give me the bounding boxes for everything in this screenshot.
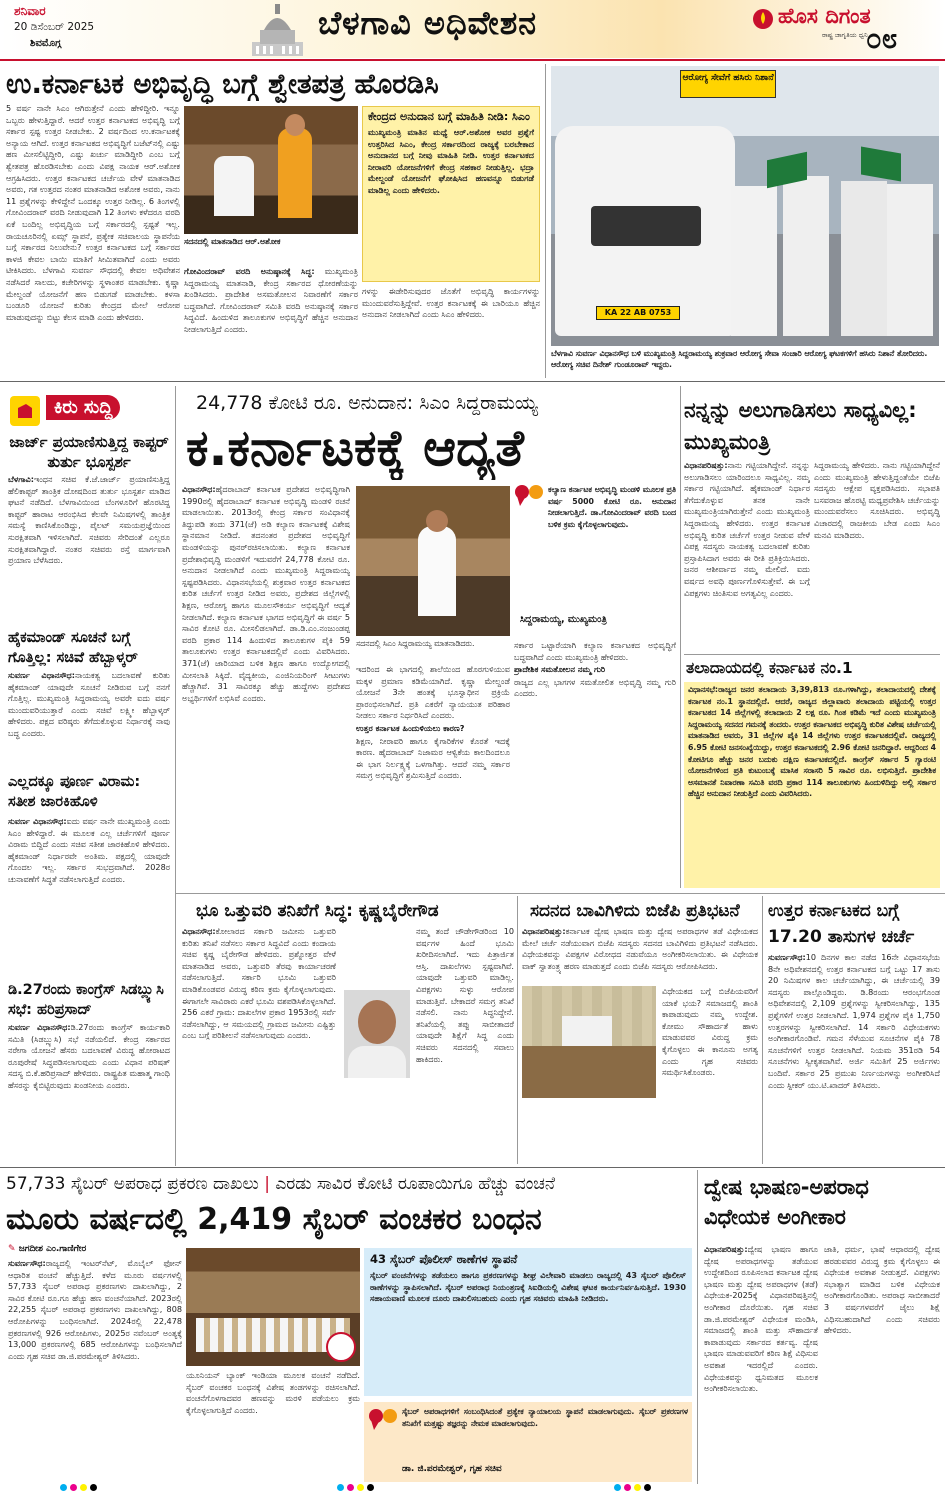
s1-box-title: ಕೇಂದ್ರದ ಅನುದಾನ ಬಗ್ಗೆ ಮಾಹಿತಿ ನೀಡಿ: ಸಿಎಂ [368, 110, 530, 123]
s8-body: ವಿಧಾನಪರಿಷತ್ತು:ಕರ್ನಾಟಕ ದ್ವೇಷ ಭಾಷಣ ಮತ್ತು ದ್ವೇಷ ಅಪರಾಧಗಳ ತಡೆ ವಿಧೇಯಕದ ಮೇಲೆ ಚರ್ಚೆ ನಡೆಯುವಾಗ ಬಿಜೆಪಿ ಸದಸ್ಯರು ಸದನದ ಬಾವಿಗಿಳಿದು ಪ್ರತಿಭಟನೆ ನಡೆಸಿದರು. ವಿಧೇಯಕವನ್ನು ವಿಪಕ್ಷಗಳ ವಿರೋಧದ ನಡುವೆಯೂ ಅಂಗೀಕರಿಸಲಾಯಿತು. ಈ ವಿಧೇಯಕ ವಾಕ್ ಸ್ವಾತಂತ್ರ್ಯ ಹರಣ ಮಾಡುತ್ತದೆ ಎಂದು ಬಿಜೆಪಿ ಸದಸ್ಯರು ಆರೋಪಿಸಿದರು. [522, 926, 758, 971]
s10-col2: ಯೂನಿಯನ್ ಬ್ಯಾಂಕ್ ಇಂಡಿಯಾ ಮೂಲಕ ವಂಚನೆ ನಡೆದಿದೆ. ಸೈಬರ್ ವಂಚಕರ ಬಂಧನಕ್ಕೆ ವಿಶೇಷ ತಂಡಗಳನ್ನು ರಚಿಸಲಾಗಿದೆ. ವಂಚನೆಗೊಳಗಾದವರ ಹಣವನ್ನು ಮರಳಿ ಪಡೆಯಲು ಕ್ರಮ ಕೈಗೊಳ್ಳಲಾಗುತ್ತಿದೆ ಎಂದರು. [186, 1370, 360, 1415]
s4-subhead: ಉತ್ತರ ಕರ್ನಾಟಕ ಹಿಂದುಳಿಯಲು ಕಾರಣ? [356, 722, 465, 733]
s5-body: ವಿಧಾನಪರಿಷತ್ತು:ನಾನು ಗಟ್ಟಿಯಾಗಿದ್ದೇನೆ. ನನ್ನನ್ನು ಅಲುಗಾಡಿಸಲು ಯಾರಿಂದಲೂ ಸಾಧ್ಯವಿಲ್ಲ. ನಮ್ಮ ಸರ್ಕಾರ ಗಟ್ಟಿಯಾಗಿದೆ. ಹೈಕಮಾಂಡ್ ನಿರ್ಧಾರ ತೆಗೆದುಕೊಳ್ಳುವ ತನಕ ನಾನೇ ಮುಖ್ಯಮಂತ್ರಿಯಾಗಿರುತ್ತೇನೆ ಎಂದು ಮುಖ್ಯಮಂತ್ರಿ ಸಿದ್ದರಾಮಯ್ಯ ಹೇಳಿದರು. ಉತ್ತರ ಕರ್ನಾಟಕ ಅಭಿವೃದ್ಧಿ ಕುರಿತ ಚರ್ಚೆಗೆ ಉತ್ತರ ನೀಡುವ ವೇಳೆ ವಿಪಕ್ಷ ಸದಸ್ಯರು ನಾಯಕತ್ವ ಬದಲಾವಣೆ ಕುರಿತು ಪ್ರಸ್ತಾಪಿಸಿದಾಗ ಅವರು ಈ ರೀತಿ ಪ್ರತಿಕ್ರಿಯಿಸಿದರು. ಜನರ ಆಶೀರ್ವಾದ ನಮ್ಮ ಮೇಲಿದೆ. ಐದು ವರ್ಷದ ಅವಧಿ ಪೂರ್ಣಗೊಳಿಸುತ್ತೇವೆ. ಈ ಬಗ್ಗೆ ವಿಪಕ್ಷಗಳು ಚಿಂತಿಸುವ ಅಗತ್ಯವಿಲ್ಲ ಎಂದರು. [684, 460, 810, 598]
s2-photo [551, 66, 939, 346]
quote-icon [368, 1408, 398, 1432]
vidhana-soudha-icon [250, 2, 305, 58]
s2-number-plate: KA 22 AB 0753 [596, 306, 680, 320]
section-title: ಬೆಳಗಾವಿ ಅಧಿವೇಶನ [318, 4, 538, 42]
s4-col2b-text: ಶಿಕ್ಷಣ, ನೀರಾವರಿ ಹಾಗೂ ಕೈಗಾರಿಕೆಗಳ ಕೊರತೆ ಇದಕ್ಕೆ ಕಾರಣ. ಹೈದರಾಬಾದ್ ನಿಜಾಮರ ಆಳ್ವಿಕೆಯ ಕಾಲದಿಂದಲೂ ಈ ಭಾಗ ನಿರ್ಲಕ್ಷ್ಯಕ್ಕೆ ಒಳಗಾಗಿತ್ತು. ಆದರೆ ನಮ್ಮ ಸರ್ಕಾರ ಸಮಗ್ರ ಅಭಿವೃದ್ಧಿಗೆ ಶ್ರಮಿಸುತ್ತಿದೆ ಎಂದರು. [356, 735, 510, 781]
s4-col3-text: ಸರ್ಕಾರ ಒಟ್ಟಾರೆಯಾಗಿ ಕಲ್ಯಾಣ ಕರ್ನಾಟಕದ ಅಭಿವೃದ್ಧಿಗೆ ಬದ್ಧವಾಗಿದೆ ಎಂದು ಮುಖ್ಯಮಂತ್ರಿ ಹೇಳಿದರು. [514, 640, 676, 662]
registration-marks [60, 1484, 890, 1492]
s1-body [6, 103, 180, 375]
s8-headline: ಸದನದ ಬಾವಿಗಿಳಿದು ಬಿಜೆಪಿ ಪ್ರತಿಭಟನೆ [530, 901, 740, 921]
s9-body: ಸುವರ್ಣಸೌಧ:10 ದಿನಗಳ ಕಾಲ ನಡೆದ 16ನೇ ವಿಧಾನಸಭೆಯ 8ನೇ ಅಧಿವೇಶನದಲ್ಲಿ ಉತ್ತರ ಕರ್ನಾಟಕದ ಬಗ್ಗೆ ಒಟ್ಟು 17 ತಾಸು 20 ನಿಮಿಷಗಳ ಕಾಲ ಚರ್ಚೆಯಾಗಿದ್ದು, ಈ ಚರ್ಚೆಯಲ್ಲಿ 39 ಸದಸ್ಯರು ಪಾಲ್ಗೊಂಡಿದ್ದರು. ಡಿ.8ರಂದು ಆರಂಭಗೊಂಡ ಅಧಿವೇಶನದಲ್ಲಿ 2,109 ಪ್ರಶ್ನೆಗಳನ್ನು ಸ್ವೀಕರಿಸಲಾಗಿದ್ದು, 135 ಪ್ರಶ್ನೆಗಳಿಗೆ ಉತ್ತರ ನೀಡಲಾಗಿದೆ. 1,974 ಪ್ರಶ್ನೆಗಳ ಪೈಕಿ 1,750 ಉತ್ತರಗಳನ್ನು ಸ್ವೀಕರಿಸಲಾಗಿದೆ. 14 ಸರ್ಕಾರಿ ವಿಧೇಯಕಗಳು ಅಂಗೀಕಾರಗೊಂಡಿವೆ. ಗಮನ ಸೆಳೆಯುವ ಸೂಚನೆಗಳ ಪೈಕಿ 78 ಸೂಚನೆಗಳಿಗೆ ಉತ್ತರ ನೀಡಲಾಗಿದೆ. ನಿಯಮ 351ರಡಿ 54 ಸೂಚನೆಗಳು ಸ್ವೀಕೃತವಾಗಿವೆ. ಅರ್ಜಿ ಸಮಿತಿಗೆ 25 ಅರ್ಜಿಗಳು ಬಂದಿವೆ. ಸರ್ಕಾರ 25 ಪ್ರಮುಖ ನಿರ್ಣಯಗಳನ್ನು ಅಂಗೀಕರಿಸಿದೆ ಎಂದು ಸ್ಪೀಕರ್ ಯು.ಟಿ.ಖಾದರ್ ತಿಳಿಸಿದರು. [768, 952, 940, 1090]
s6-headline: ತಲಾದಾಯದಲ್ಲಿ ಕರ್ನಾಟಕ ನಂ.1 [686, 659, 853, 677]
s4-quote [514, 484, 676, 634]
s10-kicker-left: 57,733 ಸೈಬರ್ ಅಪರಾಧ ಪ್ರಕರಣ ದಾಖಲು [6, 1174, 259, 1194]
masthead-day: ಶನಿವಾರ [14, 4, 46, 18]
s10-quote-text: ಸೈಬರ್ ಅಪರಾಧಗಳಿಗೆ ಸಂಬಂಧಿಸಿದಂತೆ ಪ್ರತ್ಯೇಕ ನ್ಯಾಯಾಲಯ ಸ್ಥಾಪನೆ ಮಾಡಲಾಗುವುದು. ಸೈಬರ್ ಪ್ರಕರಣಗಳ ತನಿಖೆಗೆ ಮತ್ತಷ್ಟು ತಜ್ಞರನ್ನು ನೇಮಕ ಮಾಡಲಾಗುವುದು. [402, 1407, 688, 1428]
s10-kicker-right: ಎರಡು ಸಾವಿರ ಕೋಟಿ ರೂಪಾಯಿಗೂ ಹೆಚ್ಚು ವಂಚನೆ [275, 1174, 556, 1194]
s10-quote-by: ಡಾ. ಜಿ.ಪರಮೇಶ್ವರ್, ಗೃಹ ಸಚಿವ [402, 1464, 502, 1474]
s1-box-body: ಮುಖ್ಯಮಂತ್ರಿ ಮಾತಿನ ಮಧ್ಯೆ ಆರ್.ಅಶೋಕ ಅವರ ಪ್ರಶ್ನೆಗೆ ಉತ್ತರಿಸಿದ ಸಿಎಂ, ಕೇಂದ್ರ ಸರ್ಕಾರದಿಂದ ರಾಜ್ಯಕ್ಕೆ ಬರಬೇಕಾದ ಅನುದಾನದ ಬಗ್ಗೆ ನೀವು ಮಾಹಿತಿ ನೀಡಿ. ಉತ್ತರ ಕರ್ನಾಟಕದ ನೀರಾವರಿ ಯೋಜನೆಗಳಿಗೆ ಕೇಂದ್ರ ಸಹಕಾರ ನೀಡುತ್ತಿಲ್ಲ. ಭದ್ರಾ ಮೇಲ್ದಂಡೆ ಯೋಜನೆಗೆ ಘೋಷಿಸಿದ ಹಣವನ್ನೂ ಬಿಡುಗಡೆ ಮಾಡಿಲ್ಲ ಎಂದು ಹೇಳಿದರು. [368, 127, 534, 195]
s9-headline: ಉತ್ತರ ಕರ್ನಾಟಕದ ಬಗ್ಗೆ 17.20 ತಾಸುಗಳ ಚರ್ಚೆ [768, 901, 915, 947]
s3-h4: ಡಿ.27ರಂದು ಕಾಂಗ್ರೆಸ್ ಸಿಡಬ್ಲ್ಯುಸಿ ಸಭೆ: ಹರಿಪ್ರಸಾದ್ [8, 982, 164, 1018]
s4-quote-text: ಕಲ್ಯಾಣ ಕರ್ನಾಟಕ ಅಭಿವೃದ್ಧಿ ಮಂಡಳಿ ಮೂಲಕ ಪ್ರತಿ ವರ್ಷ 5000 ಕೋಟಿ ರೂ. ಅನುದಾನ ನೀಡಲಾಗುತ್ತಿದೆ. ಡಾ.ಗೋವಿಂದರಾವ್ ವರದಿ ಬಂದ ಬಳಿಕ ಕ್ರಮ ಕೈಗೊಳ್ಳಲಾಗುವುದು. [548, 485, 676, 529]
s4-col3 [514, 640, 676, 888]
s3-b4: ಸುವರ್ಣ ವಿಧಾನಸೌಧ:ಡಿ.27ರಂದು ಕಾಂಗ್ರೆಸ್ ಕಾರ್ಯಕಾರಿ ಸಮಿತಿ (ಸಿಡಬ್ಲ್ಯುಸಿ) ಸಭೆ ನಡೆಯಲಿದೆ. ಕೇಂದ್ರ ಸರ್ಕಾರದ ನರೇಗಾ ಯೋಜನೆ ಹೆಸರು ಬದಲಾವಣೆ ವಿರುದ್ಧ ಹೋರಾಟದ ರೂಪುರೇಷೆ ಸಿದ್ಧಪಡಿಸಲಾಗುವುದು ಎಂದು ವಿಧಾನ ಪರಿಷತ್ ಸದಸ್ಯ ಬಿ.ಕೆ.ಹರಿಪ್ರಸಾದ್ ಹೇಳಿದರು. ರಾಷ್ಟ್ರಪಿತ ಮಹಾತ್ಮ ಗಾಂಧಿ ಹೆಸರನ್ನು ಕೈಬಿಟ್ಟಿರುವುದು ಖಂಡನೀಯ ಎಂದರು. [8, 1022, 170, 1090]
s1-col3: ಗಳನ್ನು ಈಡೇರಿಸುವುದರ ಜೊತೆಗೆ ಅಭಿವೃದ್ಧಿ ಕಾರ್ಯಗಳನ್ನು ಮುಂದುವರೆಸುತ್ತಿದ್ದೇವೆ. ಉತ್ತರ ಕರ್ನಾಟಕಕ್ಕೆ ಈ ಬಾರಿಯೂ ಹೆಚ್ಚಿನ ಅನುದಾನ ನೀಡಲಾಗಿದೆ ಎಂದು ಸಿಎಂ ಹೇಳಿದರು. [362, 286, 540, 320]
s11-body: ವಿಧಾನಪರಿಷತ್ತು:ದ್ವೇಷ ಭಾಷಣ ಹಾಗೂ ದ್ವೇಷ ಅಪರಾಧಗಳನ್ನು ತಡೆಯುವ ಉದ್ದೇಶದಿಂದ ರೂಪಿಸಲಾದ ಕರ್ನಾಟಕ ದ್ವೇಷ ಭಾಷಣ ಮತ್ತು ದ್ವೇಷ ಅಪರಾಧಗಳ (ತಡೆ) ವಿಧೇಯಕ-2025ಕ್ಕೆ ವಿಧಾನಪರಿಷತ್ತಿನಲ್ಲಿ ಅಂಗೀಕಾರ ದೊರೆಯಿತು. ಗೃಹ ಸಚಿವ ಡಾ.ಜಿ.ಪರಮೇಶ್ವರ್ ವಿಧೇಯಕ ಮಂಡಿಸಿ, ಸಮಾಜದಲ್ಲಿ ಶಾಂತಿ ಮತ್ತು ಸೌಹಾರ್ದತೆ ಕಾಪಾಡುವುದು ಸರ್ಕಾರದ ಕರ್ತವ್ಯ. ದ್ವೇಷ ಭಾಷಣ ಮಾಡುವವರಿಗೆ ಕಠಿಣ ಶಿಕ್ಷೆ ವಿಧಿಸುವ ಅವಕಾಶ ಇದರಲ್ಲಿದೆ ಎಂದರು. ವಿಧೇಯಕವನ್ನು ಧ್ವನಿಮತದ ಮೂಲಕ ಅಂಗೀಕರಿಸಲಾಯಿತು. [704, 1244, 818, 1394]
rule [517, 896, 518, 1164]
s2-caption: ಬೆಳಗಾವಿ ಸುವರ್ಣ ವಿಧಾನಸೌಧ ಬಳಿ ಮುಖ್ಯಮಂತ್ರಿ ಸಿದ್ದರಾಮಯ್ಯ ಶುಕ್ರವಾರ ಆರೋಗ್ಯ ಸೇವಾ ಸಂಚಾರಿ ಆರೋಗ್ಯ ಘಟಕಗಳಿಗೆ ಹಸಿರು ನಿಶಾನೆ ತೋರಿದರು. ಆರೋಗ್ಯ ಸಚಿವ ದಿನೇಶ್ ಗುಂಡೂರಾವ್ ಇದ್ದರು. [551, 349, 928, 369]
masthead [0, 0, 945, 58]
paper-tagline: ರಾಷ್ಟ್ರ ಜಾಗೃತಿಯ ಧ್ವನಿ [822, 31, 868, 39]
s3-b3: ಸುವರ್ಣ ವಿಧಾನಸೌಧ:ಐದು ವರ್ಷ ನಾನೇ ಮುಖ್ಯಮಂತ್ರಿ ಎಂದು ಸಿಎಂ ಹೇಳಿದ್ದಾರೆ. ಈ ಮೂಲಕ ಎಲ್ಲ ಚರ್ಚೆಗಳಿಗೆ ಪೂರ್ಣ ವಿರಾಮ ಬಿದ್ದಿದೆ ಎಂದು ಸಚಿವ ಸತೀಶ ಜಾರಕಿಹೊಳಿ ಹೇಳಿದರು. ಹೈಕಮಾಂಡ್ ನಿರ್ಧಾರವೇ ಅಂತಿಮ. ಪಕ್ಷದಲ್ಲಿ ಯಾವುದೇ ಗೊಂದಲ ಇಲ್ಲ. ಸರ್ಕಾರ ಸುಭದ್ರವಾಗಿದೆ. 2028ರ ಚುನಾವಣೆಗೆ ಸಿದ್ಧತೆ ನಡೆಸಲಾಗುತ್ತಿದೆ ಎಂದರು. [8, 816, 170, 884]
s2-label: ಆರೋಗ್ಯ ಸೇವೆಗೆ ಹಸಿರು ನಿಶಾನೆ [680, 70, 776, 98]
rule [175, 386, 176, 1166]
rule [0, 381, 945, 382]
s1-col2 [184, 266, 358, 376]
s3-b1: ಬೆಳಗಾವಿ:ಇಂಧನ ಸಚಿವ ಕೆ.ಜೆ.ಜಾರ್ಜ್ ಪ್ರಯಾಣಿಸುತ್ತಿದ್ದ ಹೆಲಿಕಾಪ್ಟರ್ ತಾಂತ್ರಿಕ ದೋಷದಿಂದ ತುರ್ತು ಭೂಸ್ಪರ್ಶ ಮಾಡಿದ ಘಟನೆ ನಡೆದಿದೆ. ಬೆಳಗಾವಿಯಿಂದ ಬೆಂಗಳೂರಿಗೆ ಹೊರಟಿದ್ದ ಕಾಪ್ಟರ್ ಹಾರಾಟ ಆರಂಭಿಸಿದ ಕೆಲವೇ ನಿಮಿಷಗಳಲ್ಲಿ ತಾಂತ್ರಿಕ ಸಮಸ್ಯೆ ಕಾಣಿಸಿಕೊಂಡಿದ್ದು, ಪೈಲಟ್ ಸಮಯಪ್ರಜ್ಞೆಯಿಂದ ಸುರಕ್ಷಿತವಾಗಿ ಇಳಿಸಲಾಗಿದೆ. ಸಚಿವರು ಸೇರಿದಂತೆ ಎಲ್ಲರೂ ಸುರಕ್ಷಿತವಾಗಿದ್ದಾರೆ. ನಂತರ ಸಚಿವರು ರಸ್ತೆ ಮಾರ್ಗವಾಗಿ ಪ್ರಯಾಣ ಬೆಳೆಸಿದರು. [8, 474, 170, 566]
masthead-rule [0, 59, 945, 61]
s7-photo [344, 990, 410, 1078]
s1-photo [184, 106, 358, 234]
s4-kicker: 24,778 ಕೋಟಿ ರೂ. ಅನುದಾನ: ಸಿಎಂ ಸಿದ್ದರಾಮಯ್ಯ [196, 392, 538, 414]
s4-col2-text: ಇದರಿಂದ ಈ ಭಾಗದಲ್ಲಿ ಶಾಲೆಯಿಂದ ಹೊರಗುಳಿಯುವ ಮಕ್ಕಳ ಪ್ರಮಾಣ ಕಡಿಮೆಯಾಗಿದೆ. ಕೃಷ್ಣಾ ಮೇಲ್ದಂಡೆ ಯೋಜನೆ 3ನೇ ಹಂತಕ್ಕೆ ಭೂಸ್ವಾಧೀನ ಪ್ರಕ್ರಿಯೆ ಪ್ರಾರಂಭಿಸಲಾಗಿದೆ. ಪ್ರತಿ ಎಕರೆಗೆ ನ್ಯಾಯಯುತ ಪರಿಹಾರ ನೀಡಲು ಸರ್ಕಾರ ನಿರ್ಧರಿಸಿದೆ ಎಂದರು. [356, 664, 510, 721]
s1-photo-caption: ಸದನದಲ್ಲಿ ಮಾತನಾಡಿದ ಆರ್.ಅಶೋಕ [184, 237, 281, 246]
s1-col2-dateline: ಗೋವಿಂದರಾವ್ ವರದಿ ಅನುಷ್ಠಾನಕ್ಕೆ ಸಿದ್ಧ: [184, 266, 315, 276]
rule [545, 64, 546, 378]
s4-col3b-text: ರಾಜ್ಯದ ಎಲ್ಲ ಭಾಗಗಳ ಸಮತೋಲಿತ ಅಭಿವೃದ್ಧಿ ನಮ್ಮ ಗುರಿ ಎಂದರು. [514, 676, 676, 699]
paper-name: ಹೊಸ ದಿಗಂತ [778, 4, 871, 28]
s11-headline: ದ್ವೇಷ ಭಾಷಣ-ಅಪರಾಧ ವಿಧೇಯಕ ಅಂಗೀಕಾರ [704, 1175, 869, 1229]
rule [680, 386, 681, 888]
finger-icon [8, 394, 42, 428]
paper-logo [752, 4, 940, 50]
quote-icon [514, 484, 544, 508]
s6-body: ವಿಧಾನಸಭೆ:ರಾಜ್ಯದ ಜನರ ತಲಾದಾಯ 3,39,813 ರೂ.ಗಳಾಗಿದ್ದು, ತಲಾದಾಯದಲ್ಲಿ ದೇಶಕ್ಕೆ ಕರ್ನಾಟಕ ನಂ.1 ಸ್ಥಾನದಲ್ಲಿದೆ. ಆದರೆ, ರಾಜ್ಯದ ಜಿಲ್ಲಾವಾರು ತಲಾದಾಯ ಪಟ್ಟಿಯಲ್ಲಿ ಉತ್ತರ ಕರ್ನಾಟಕದ 14 ಜಿಲ್ಲೆಗಳಲ್ಲಿ ತಲಾದಾಯ 2 ಲಕ್ಷ ರೂ. ಗಿಂತ ಕಡಿಮೆ ಇದೆ ಎಂದು ಮುಖ್ಯಮಂತ್ರಿ ಸಿದ್ದರಾಮಯ್ಯ ಸದನದ ಗಮನಕ್ಕೆ ತಂದರು. ಉತ್ತರ ಕರ್ನಾಟಕದ ಅಭಿವೃದ್ಧಿ ಕುರಿತ ವಿಶೇಷ ಚರ್ಚೆಯಲ್ಲಿ ಮಾತನಾಡಿದ ಅವರು, 31 ಜಿಲ್ಲೆಗಳ ಪೈಕಿ 14 ಜಿಲ್ಲೆಗಳು ಉತ್ತರ ಕರ್ನಾಟಕದಲ್ಲಿವೆ. ರಾಜ್ಯದಲ್ಲಿ 6.95 ಕೋಟಿ ಜನಸಂಖ್ಯೆಯಿದ್ದು, ಉತ್ತರ ಕರ್ನಾಟಕದಲ್ಲಿ 2.96 ಕೋಟಿ ಜನರಿದ್ದಾರೆ. ಆದ್ದರಿಂದ 4 ಕೋಟಿಗೂ ಹೆಚ್ಚು ಜನರ ಬದುಕು ದಕ್ಷಿಣ ಕರ್ನಾಟಕದಲ್ಲಿದೆ. ಕಾಂಗ್ರೆಸ್ ಸರ್ಕಾರ 5 ಗ್ಯಾರಂಟಿ ಯೋಜನೆಗಳಿಂದ ಪ್ರತಿ ಕುಟುಂಬಕ್ಕೆ ಮಾಸಿಕ ಸರಾಸರಿ 5 ಸಾವಿರ ರೂ. ಲಭಿಸುತ್ತಿದೆ. ಪ್ರಾದೇಶಿಕ ಅಸಮಾನತೆ ನಿವಾರಣಾ ಸಮಿತಿ ವರದಿ ಪ್ರಕಾರ 114 ತಾಲೂಕುಗಳು ಹಿಂದುಳಿದಿದ್ದು ಅಲ್ಲಿ ಸರ್ಕಾರ ಹೆಚ್ಚಿನ ಅನುದಾನ ನೀಡುತ್ತಿದೆ ಎಂದು ವಿವರಿಸಿದರು. [688, 685, 936, 799]
rule [762, 896, 763, 1164]
s10-headline: ಮೂರು ವರ್ಷದಲ್ಲಿ 2,419 ಸೈಬರ್ ವಂಚಕರ ಬಂಧನ [6, 1202, 542, 1237]
s4-headline: ಕ.ಕರ್ನಾಟಕಕ್ಕೆ ಆದ್ಯತೆ [186, 419, 524, 477]
s8-photo [522, 986, 656, 1098]
s10-body: ಸುವರ್ಣಸೌಧ:ರಾಜ್ಯದಲ್ಲಿ ಇಂಟರ್‌ನೆಟ್, ಮೊಬೈಲ್ ಫೋನ್ ಆಧಾರಿತ ವಂಚನೆ ಹೆಚ್ಚುತ್ತಿದೆ. ಕಳೆದ ಮೂರು ವರ್ಷಗಳಲ್ಲಿ 57,733 ಸೈಬರ್ ಅಪರಾಧ ಪ್ರಕರಣಗಳು ದಾಖಲಾಗಿದ್ದು, 2 ಸಾವಿರ ಕೋಟಿ ರೂ.ಗೂ ಹೆಚ್ಚು ಹಣ ವಂಚನೆಯಾಗಿದೆ. 2023ರಲ್ಲಿ 22,255 ಸೈಬರ್ ಅಪರಾಧ ಪ್ರಕರಣಗಳು ದಾಖಲಾಗಿದ್ದು, 808 ಆರೋಪಿಗಳನ್ನು ಬಂಧಿಸಲಾಗಿದೆ. 2024ರಲ್ಲಿ 22,478 ಪ್ರಕರಣಗಳಲ್ಲಿ 926 ಆರೋಪಿಗಳು, 2025ರ ನವೆಂಬರ್ ಅಂತ್ಯಕ್ಕೆ 13,000 ಪ್ರಕರಣಗಳಲ್ಲಿ 685 ಆರೋಪಿಗಳನ್ನು ಬಂಧಿಸಲಾಗಿದೆ ಎಂದು ಗೃಹ ಸಚಿವ ಡಾ.ಜಿ.ಪರಮೇಶ್ವರ್ ತಿಳಿಸಿದರು. [8, 1258, 182, 1361]
kiru-text: ಕಿರು ಸುದ್ದಿ [46, 395, 120, 420]
s10-box-body: ಸೈಬರ್ ವಂಚನೆಗಳನ್ನು ತಡೆಯಲು ಹಾಗೂ ಪ್ರಕರಣಗಳನ್ನು ಶೀಘ್ರ ವಿಲೇವಾರಿ ಮಾಡಲು ರಾಜ್ಯದಲ್ಲಿ 43 ಸೈಬರ್ ಪೊಲೀಸ್ ಠಾಣೆಗಳನ್ನು ಸ್ಥಾಪಿಸಲಾಗಿದೆ. ಸೈಬರ್ ಅಪರಾಧ ನಿಯಂತ್ರಣಕ್ಕೆ ಸಿಐಡಿಯಲ್ಲಿ ವಿಶೇಷ ಘಟಕ ಕಾರ್ಯನಿರ್ವಹಿಸುತ್ತಿದೆ. 1930 ಸಹಾಯವಾಣಿ ಮೂಲಕ ದೂರು ದಾಖಲಿಸಬಹುದು ಎಂದು ಗೃಹ ಸಚಿವರು ಮಾಹಿತಿ ನೀಡಿದರು. [370, 1270, 686, 1304]
s4-col2 [356, 664, 510, 888]
s4-photo [356, 486, 510, 636]
s4-quote-by: ಸಿದ್ದರಾಮಯ್ಯ, ಮುಖ್ಯಮಂತ್ರಿ [520, 614, 607, 625]
rule [0, 1167, 945, 1168]
s10-box-title: 43 ಸೈಬರ್ ಪೊಲೀಸ್ ಠಾಣೆಗಳ ಸ್ಥಾಪನೆ [370, 1252, 518, 1266]
s1-headline: ಉ.ಕರ್ನಾಟಕ ಅಭಿವೃದ್ಧಿ ಬಗ್ಗೆ ಶ್ವೇತಪತ್ರ ಹೊರಡಿಸಿ [6, 68, 439, 100]
kiru-label [8, 392, 162, 430]
rule [176, 893, 945, 894]
s1-col2-text: ಮುಖ್ಯಮಂತ್ರಿ ಸಿದ್ದರಾಮಯ್ಯ ಮಾತನಾಡಿ, ಕೇಂದ್ರ ಸರ್ಕಾರದ ಧೋರಣೆಯನ್ನು ಖಂಡಿಸಿದರು. ಪ್ರಾದೇಶಿಕ ಅಸಮತೋಲನ ನಿವಾರಣೆಗೆ ಸರ್ಕಾರ ಬದ್ಧವಾಗಿದೆ. ಗೋವಿಂದರಾವ್ ಸಮಿತಿ ವರದಿ ಅನುಷ್ಠಾನಕ್ಕೆ ಸರ್ಕಾರ ಸಿದ್ಧವಿದೆ. ಹಿಂದುಳಿದ ತಾಲೂಕುಗಳ ಅಭಿವೃದ್ಧಿಗೆ ಹೆಚ್ಚಿನ ಅನುದಾನ ನೀಡಲಾಗುತ್ತಿದೆ ಎಂದರು. [184, 266, 358, 334]
s3-h1: ಜಾರ್ಜ್ ಪ್ರಯಾಣಿಸುತ್ತಿದ್ದ ಕಾಪ್ಟರ್ ತುರ್ತು ಭೂಸ್ಪರ್ಶ [9, 433, 169, 471]
s6-box [684, 682, 940, 888]
s10-quote [364, 1402, 692, 1482]
s7-col2: ನಮ್ಮ ತಂದೆ ಚೌಡೇಗೌಡರಿಂದ 10 ವರ್ಷಗಳ ಹಿಂದೆ ಭೂಮಿ ಖರೀದಿಸಲಾಗಿದೆ. ಇದು ಪಿತ್ರಾರ್ಜಿತ ಆಸ್ತಿ. ದಾಖಲೆಗಳು ಸ್ಪಷ್ಟವಾಗಿವೆ. ಯಾವುದೇ ಒತ್ತುವರಿ ಮಾಡಿಲ್ಲ. ವಿಪಕ್ಷಗಳು ಸುಳ್ಳು ಆರೋಪ ಮಾಡುತ್ತಿವೆ. ಬೇಕಾದರೆ ಸಮಗ್ರ ತನಿಖೆ ನಡೆಸಲಿ. ನಾನು ಸಿದ್ಧನಿದ್ದೇನೆ. ತನಿಖೆಯಲ್ಲಿ ತಪ್ಪು ಸಾಬೀತಾದರೆ ಯಾವುದೇ ಶಿಕ್ಷೆಗೆ ಸಿದ್ಧ ಎಂದು ಸಚಿವರು ಸದನದಲ್ಲಿ ಸವಾಲು ಹಾಕಿದರು. [416, 926, 514, 1064]
s10-byline-text: ಜಗದೀಶ ಎಂ.ಗಾಣಿಗೇರ [18, 1244, 87, 1254]
s8-col2: ವಿಧೇಯಕದ ಬಗ್ಗೆ ಬಿಜೆಪಿಯವರಿಗೆ ಯಾಕೆ ಭಯ? ಸಮಾಜದಲ್ಲಿ ಶಾಂತಿ ಕಾಪಾಡುವುದು ನಮ್ಮ ಉದ್ದೇಶ. ಕೋಮು ಸೌಹಾರ್ದತೆ ಹಾಳು ಮಾಡುವವರ ವಿರುದ್ಧ ಕ್ರಮ ಕೈಗೊಳ್ಳಲು ಈ ಕಾನೂನು ಅಗತ್ಯ ಎಂದು ಗೃಹ ಸಚಿವರು ಸಮರ್ಥಿಸಿಕೊಂಡರು. [662, 986, 758, 1078]
s7-headline: ಭೂ ಒತ್ತುವರಿ ತನಿಖೆಗೆ ಸಿದ್ಧ: ಕೃಷ್ಣಬೈರೇಗೌಡ [196, 901, 439, 921]
s10-byline [8, 1244, 184, 1254]
s5-headline: ನನ್ನನ್ನು ಅಲುಗಾಡಿಸಲು ಸಾಧ್ಯವಿಲ್ಲ: ಮುಖ್ಯಮಂತ್ರಿ [684, 398, 917, 454]
s5-col2: ಸಿದ್ದರಾಮಯ್ಯ ಹೇಳಿದರು. ನಾನು ಗಟ್ಟಿಯಾಗಿದ್ದೇನೆ ಎಂದು ಮುಖ್ಯಮಂತ್ರಿ ಹೇಳುತ್ತಿದ್ದಂತೆಯೇ ಬಿಜೆಪಿ ಸದಸ್ಯರು ಆಕ್ಷೇಪ ವ್ಯಕ್ತಪಡಿಸಿದರು. ಸಭಾಪತಿ ಬಸವರಾಜ ಹೊರಟ್ಟಿ ಮಧ್ಯಪ್ರವೇಶಿಸಿ ಚರ್ಚೆಯನ್ನು ಮುಂದುವರೆಸಲು ಸೂಚಿಸಿದರು. ಅಭಿವೃದ್ಧಿ ವಿಚಾರದಲ್ಲಿ ರಾಜಕೀಯ ಬೇಡ ಎಂದು ಸಿಎಂ ಮನವಿ ಮಾಡಿದರು. [814, 460, 940, 540]
s11-col2: ಜಾತಿ, ಧರ್ಮ, ಭಾಷೆ ಆಧಾರದಲ್ಲಿ ದ್ವೇಷ ಹರಡುವವರ ವಿರುದ್ಧ ಕ್ರಮ ಕೈಗೊಳ್ಳಲು ಈ ವಿಧೇಯಕ ಅವಕಾಶ ನೀಡುತ್ತದೆ. ವಿಪಕ್ಷಗಳು ಸಭಾತ್ಯಾಗ ಮಾಡಿದ ಬಳಿಕ ವಿಧೇಯಕ ಅಂಗೀಕಾರಗೊಂಡಿತು. ಅಪರಾಧ ಸಾಬೀತಾದರೆ 3 ವರ್ಷಗಳವರೆಗೆ ಜೈಲು ಶಿಕ್ಷೆ ವಿಧಿಸಬಹುದಾಗಿದೆ ಎಂದು ಸಚಿವರು ಹೇಳಿದರು. [824, 1244, 940, 1336]
masthead-date: 20 ಡಿಸೆಂಬರ್ 2025 [14, 21, 95, 33]
s1-box [362, 106, 540, 282]
rule [684, 654, 940, 655]
rule [697, 1170, 698, 1484]
s7-body: ವಿಧಾನಸೌಧ:ಕೋಲಾರದ ಸರ್ಕಾರಿ ಜಮೀನು ಒತ್ತುವರಿ ಕುರಿತು ತನಿಖೆ ನಡೆಸಲು ಸರ್ಕಾರ ಸಿದ್ಧವಿದೆ ಎಂದು ಕಂದಾಯ ಸಚಿವ ಕೃಷ್ಣ ಬೈರೇಗೌಡ ಹೇಳಿದರು. ಪ್ರಶ್ನೋತ್ತರ ವೇಳೆ ಮಾತನಾಡಿದ ಅವರು, ಒತ್ತುವರಿ ತೆರವು ಕಾರ್ಯಾಚರಣೆ ನಡೆಸಲಾಗುತ್ತಿದೆ. ಸರ್ಕಾರಿ ಭೂಮಿ ಒತ್ತುವರಿ ಮಾಡಿಕೊಂಡವರ ವಿರುದ್ಧ ಕಠಿಣ ಕ್ರಮ ಕೈಗೊಳ್ಳಲಾಗುವುದು. ಈಗಾಗಲೇ ಸಾವಿರಾರು ಎಕರೆ ಭೂಮಿ ವಶಪಡಿಸಿಕೊಳ್ಳಲಾಗಿದೆ. 256 ಎಕರೆ ಗ್ರಾಮ: ದಾಖಲೆಗಳ ಪ್ರಕಾರ 1953ರಲ್ಲಿ ಸರ್ವೆ ನಡೆಸಲಾಗಿದ್ದು, ಆ ಸಮಯದಲ್ಲಿ ಗ್ರಾಮದ ಜಮೀನು ಎಷ್ಟಿತ್ತು ಎಂಬ ಬಗ್ಗೆ ಪರಿಶೀಲನೆ ನಡೆಸಲಾಗುವುದು ಎಂದರು. [182, 926, 336, 1041]
lamp-icon [752, 8, 774, 30]
page-number: ೦೮ [866, 22, 898, 55]
s3-h3: ಎಲ್ಲದಕ್ಕೂ ಪೂರ್ಣ ವಿರಾಮ: ಸತೀಶ ಜಾರಕಿಹೊಳಿ [8, 774, 141, 810]
pen-icon: ✎ [8, 1244, 19, 1254]
masthead-city: ಶಿವಮೊಗ್ಗ [30, 38, 62, 49]
s4-body: ವಿಧಾನಸೌಧ:ಹೈದರಾಬಾದ್ ಕರ್ನಾಟಕ ಪ್ರದೇಶದ ಅಭಿವೃದ್ಧಿಗಾಗಿ 1990ರಲ್ಲಿ ಹೈದರಾಬಾದ್ ಕರ್ನಾಟಕ ಅಭಿವೃದ್ಧಿ ಮಂಡಳಿ ರಚನೆ ಮಾಡಲಾಯಿತು. 2013ರಲ್ಲಿ ಕೇಂದ್ರ ಸರ್ಕಾರ ಸಂವಿಧಾನಕ್ಕೆ ತಿದ್ದುಪಡಿ ತಂದು 371(ಜೆ) ಅಡಿ ಕಲ್ಯಾಣ ಕರ್ನಾಟಕಕ್ಕೆ ವಿಶೇಷ ಸ್ಥಾನಮಾನ ನೀಡಿದೆ. ತದನಂತರ ಪ್ರದೇಶದ ಅಭಿವೃದ್ಧಿಗೆ ಮಂಡಳಿಯನ್ನು ಪುನರ್‌ರಚಿಸಲಾಯಿತು. ಕಲ್ಯಾಣ ಕರ್ನಾಟಕ ಪ್ರದೇಶಾಭಿವೃದ್ಧಿ ಮಂಡಳಿಗೆ ಇದುವರೆಗೆ 24,778 ಕೋಟಿ ರೂ. ಅನುದಾನ ನೀಡಲಾಗಿದೆ ಎಂದು ಮುಖ್ಯಮಂತ್ರಿ ಸಿದ್ದರಾಮಯ್ಯ ಸ್ಪಷ್ಟಪಡಿಸಿದರು. ವಿಧಾನಸಭೆಯಲ್ಲಿ ಶುಕ್ರವಾರ ಉತ್ತರ ಕರ್ನಾಟಕದ ಕುರಿತ ಚರ್ಚೆಗೆ ಉತ್ತರ ನೀಡಿದ ಅವರು, ಪ್ರದೇಶದ ಜಿಲ್ಲೆಗಳಲ್ಲಿ ಶಿಕ್ಷಣ, ಆರೋಗ್ಯ ಹಾಗೂ ಮೂಲಸೌಕರ್ಯ ಅಭಿವೃದ್ಧಿಗೆ ಆದ್ಯತೆ ನೀಡಲಾಗಿದೆ. ಕಲ್ಯಾಣ ಕರ್ನಾಟಕ ಭಾಗದ ಅಭಿವೃದ್ಧಿಗೆ ಈ ವರ್ಷ 5 ಸಾವಿರ ಕೋಟಿ ರೂ. ಮೀಸಲಿಡಲಾಗಿದೆ. ಡಾ.ಡಿ.ಎಂ.ನಂಜುಂಡಪ್ಪ ವರದಿ ಪ್ರಕಾರ 114 ಹಿಂದುಳಿದ ತಾಲೂಕುಗಳ ಪೈಕಿ 59 ತಾಲೂಕುಗಳು ಉತ್ತರ ಕರ್ನಾಟಕದಲ್ಲಿವೆ ಎಂದು ವಿವರಿಸಿದರು. 371(ಜೆ) ಜಾರಿಯಾದ ಬಳಿಕ ಶಿಕ್ಷಣ ಹಾಗೂ ಉದ್ಯೋಗದಲ್ಲಿ ಮೀಸಲಾತಿ ಸಿಕ್ಕಿದೆ. ವೈದ್ಯಕೀಯ, ಎಂಜಿನಿಯರಿಂಗ್ ಸೀಟುಗಳು ಹೆಚ್ಚಾಗಿವೆ. 31 ಸಾವಿರಕ್ಕೂ ಹೆಚ್ಚು ಹುದ್ದೆಗಳು ಪ್ರದೇಶದ ಅಭ್ಯರ್ಥಿಗಳಿಗೆ ಲಭಿಸಿವೆ ಎಂದರು. [182, 484, 350, 703]
s4-photo-caption: ಸದನದಲ್ಲಿ ಸಿಎಂ ಸಿದ್ದರಾಮಯ್ಯ ಮಾತನಾಡಿದರು. [356, 639, 475, 648]
s3-b2: ಸುವರ್ಣ ವಿಧಾನಸೌಧ:ನಾಯಕತ್ವ ಬದಲಾವಣೆ ಕುರಿತು ಹೈಕಮಾಂಡ್ ಯಾವುದೇ ಸೂಚನೆ ನೀಡಿರುವ ಬಗ್ಗೆ ನನಗೆ ಗೊತ್ತಿಲ್ಲ. ಮುಖ್ಯಮಂತ್ರಿ ಸಿದ್ದರಾಮಯ್ಯ ಅವರೇ ಐದು ವರ್ಷ ಮುಂದುವರಿಯುತ್ತಾರೆ ಎಂದು ಸಚಿವೆ ಲಕ್ಷ್ಮೀ ಹೆಬ್ಬಾಳ್ಕರ್ ಹೇಳಿದರು. ಪಕ್ಷದ ವರಿಷ್ಠರು ತೆಗೆದುಕೊಳ್ಳುವ ನಿರ್ಧಾರಕ್ಕೆ ನಾವು ಬದ್ಧ ಎಂದರು. [8, 670, 170, 738]
s4-subhead2: ಪ್ರಾದೇಶಿಕ ಸಮತೋಲನ ನಮ್ಮ ಗುರಿ [514, 664, 606, 675]
s3-h2: ಹೈಕಮಾಂಡ್ ಸೂಚನೆ ಬಗ್ಗೆ ಗೊತ್ತಿಲ್ಲ: ಸಚಿವೆ ಹೆಬ್ಬಾಳ್ಕರ್ [8, 630, 138, 666]
s10-kicker: 57,733 ಸೈಬರ್ ಅಪರಾಧ ಪ್ರಕರಣ ದಾಖಲು | ಎರಡು ಸಾವಿರ ಕೋಟಿ ರೂಪಾಯಿಗೂ ಹೆಚ್ಚು ವಂಚನೆ [6, 1174, 556, 1194]
s10-photo [186, 1248, 360, 1366]
s10-box [364, 1248, 692, 1396]
hosadiganta-badge-icon [326, 1332, 356, 1362]
s1-text: 5 ವರ್ಷ ನಾನೇ ಸಿಎಂ ಆಗಿರುತ್ತೇನೆ ಎಂದು ಹೇಳಿದ್ದೀರಿ. ಇನ್ನೂ ಒಬ್ಬರು ಹೇಳುತ್ತಿದ್ದಾರೆ. ಆದರೆ ಉತ್ತರ ಕರ್ನಾಟಕದ ಅಭಿವೃದ್ಧಿ ಬಗ್ಗೆ ಸರ್ಕಾರ ಸ್ಪಷ್ಟ ಉತ್ತರ ನೀಡಬೇಕು. 2 ವರ್ಷದಿಂದ ಉ.ಕರ್ನಾಟಕಕ್ಕೆ ಅನ್ಯಾಯ ಆಗಿದೆ. ಉತ್ತರ ಕರ್ನಾಟಕದ ಅಭಿವೃದ್ಧಿಗೆ ಬಜೆಟ್‌ನಲ್ಲಿ ಎಷ್ಟು ಹಣ ಮೀಸಲಿಟ್ಟಿದ್ದೀರಿ, ಎಷ್ಟು ಖರ್ಚು ಮಾಡಿದ್ದೀರಿ ಎಂಬ ಬಗ್ಗೆ ಶ್ವೇತಪತ್ರ ಹೊರಡಿಸಬೇಕು ಎಂದು ವಿಪಕ್ಷ ನಾಯಕ ಆರ್.ಅಶೋಕ ಆಗ್ರಹಿಸಿದರು. ಉತ್ತರ ಕರ್ನಾಟಕದ ಚರ್ಚೆಯ ವೇಳೆ ಮಾತನಾಡಿದ ಅವರು, ಗತ ಉತ್ತರದ ನಂತರ ಮಾತನಾಡಿದ ಅಶೋಕ ಅವರು, ನಾನು 11 ಪ್ರಶ್ನೆಗಳನ್ನು ಕೇಳಿದ್ದೇನೆ ಒಂದಕ್ಕೂ ಉತ್ತರ ನೀಡಿಲ್ಲ. 6 ತಿಂಗಳಲ್ಲಿ ಗೋವಿಂದರಾವ್ ವರದಿ ನೀಡುವುದಾಗಿ 12 ತಿಂಗಳು ಕಳೆದರೂ ವರದಿ ಏಕೆ ಬಂದಿಲ್ಲ ಅಭಿವೃದ್ಧಿಯ ಬಗ್ಗೆ ಸರ್ಕಾರದಲ್ಲಿ ಸ್ಪಷ್ಟತೆ ಇಲ್ಲ. ರಾಯಚೂರಿನಲ್ಲಿ ಏಮ್ಸ್ ಸ್ಥಾಪನೆ, ಪ್ರತ್ಯೇಕ ಸಚಿವಾಲಯ ಸ್ಥಾಪನೆಯ ಬಗ್ಗೆ ಸರ್ಕಾರದ ನಿಲುವೇನು? ಉತ್ತರ ಕರ್ನಾಟಕದ ಬಗ್ಗೆ ಸರ್ಕಾರದ ಕಾಳಜಿ ಕೇವಲ ಬಾಯಿ ಮಾತಿಗೆ ಸೀಮಿತವಾಗಿದೆ ಎಂದು ಅವರು ಟೀಕಿಸಿದರು. ಬೆಳಗಾವಿ ಸುವರ್ಣ ಸೌಧದಲ್ಲಿ ಕೇವಲ ಅಧಿವೇಶನ ನಡೆಸಿದರೆ ಸಾಲದು, ಕಚೇರಿಗಳನ್ನು ಸ್ಥಳಾಂತರ ಮಾಡಬೇಕು. ಕೃಷ್ಣಾ ಮೇಲ್ದಂಡೆ ಯೋಜನೆಗೆ ಹಣ ಬಿಡುಗಡೆ ಮಾಡಬೇಕು. ಕಳಸಾ ಬಂಡೂರಿ ಯೋಜನೆ ಕುರಿತು ಕೇಂದ್ರದ ಮೇಲೆ ಆರೋಪ ಮಾಡುವುದನ್ನು ಬಿಟ್ಟು ಕೆಲಸ ಮಾಡಿ ಎಂದು ಹೇಳಿದರು. [6, 103, 180, 322]
